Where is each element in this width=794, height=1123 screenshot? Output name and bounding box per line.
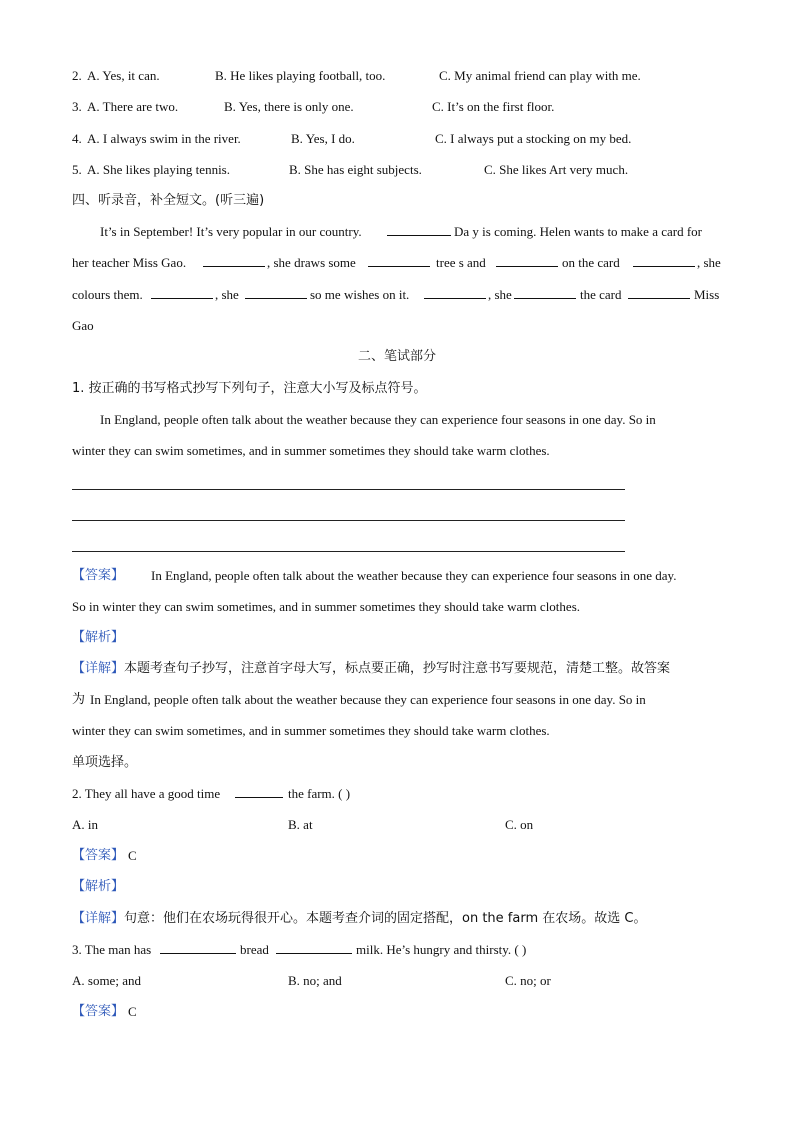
question-number: 5. xyxy=(72,162,82,177)
cloze-text: Miss xyxy=(694,287,720,302)
option-c: C. It’s on the first floor. xyxy=(432,99,555,114)
option-a: A. Yes, it can. xyxy=(87,68,160,83)
answer-text: In England, people often talk about the weather because they can experience four seasons in one day. xyxy=(151,568,677,583)
option-b: B. He likes playing football, too. xyxy=(215,68,386,83)
question-text: 2. They all have a good time xyxy=(72,786,221,801)
question-number: 4. xyxy=(72,131,82,146)
detail-text: 为 xyxy=(72,692,86,707)
blank-line[interactable] xyxy=(151,286,213,299)
question-text: milk. He’s hungry and thirsty. ( ) xyxy=(356,942,527,957)
blank-line[interactable] xyxy=(496,254,558,267)
blank-line[interactable] xyxy=(203,254,265,267)
cloze-text: colours them. xyxy=(72,287,143,302)
answer-label: 【答案】 xyxy=(72,568,125,583)
blank-line[interactable] xyxy=(628,286,690,299)
option-c[interactable]: C. on xyxy=(505,817,534,832)
cloze-text: the card xyxy=(580,287,622,302)
option-b: B. Yes, I do. xyxy=(291,131,355,146)
option-c: C. My animal friend can play with me. xyxy=(439,68,641,83)
cloze-text: , she draws some xyxy=(267,255,356,270)
option-b: B. Yes, there is only one. xyxy=(224,99,354,114)
answer-text: C xyxy=(128,1004,137,1019)
cloze-text: tree s and xyxy=(436,255,486,270)
analysis-label: 【解析】 xyxy=(72,630,125,645)
blank-line[interactable] xyxy=(387,223,451,236)
option-c: C. She likes Art very much. xyxy=(484,162,629,177)
option-b[interactable]: B. at xyxy=(288,817,313,832)
cloze-text: , she xyxy=(697,255,721,270)
blank-line[interactable] xyxy=(368,254,430,267)
section-title: 二、笔试部分 xyxy=(357,349,436,364)
cloze-text: , she xyxy=(215,287,239,302)
blank-line[interactable] xyxy=(514,286,576,299)
question-text: the farm. ( ) xyxy=(288,786,351,801)
blank-line[interactable] xyxy=(160,941,236,954)
q1-text: In England, people often talk about the weather because they can experience four seasons in one day. So in xyxy=(100,412,656,427)
blank-line[interactable] xyxy=(276,941,352,954)
cloze-text: It’s in September! It’s very popular in our country. xyxy=(100,224,362,239)
section-heading: 四、听录音，补全短文。(听三遍) xyxy=(72,193,265,208)
cloze-text: Da y is coming. Helen wants to make a card for xyxy=(454,224,703,239)
detail-text: 句意：他们在农场玩得很开心。本题考查介词的固定搭配，on the farm 在农场。故选 C。 xyxy=(124,911,647,926)
blank-line[interactable] xyxy=(424,286,486,299)
question-number: 2. xyxy=(72,68,82,83)
cloze-text: on the card xyxy=(562,255,620,270)
analysis-label: 【解析】 xyxy=(72,879,125,894)
option-a: A. She likes playing tennis. xyxy=(87,162,230,177)
option-a[interactable]: A. some; and xyxy=(72,973,141,988)
option-a: A. I always swim in the river. xyxy=(87,131,241,146)
detail-text: 本题考查句子抄写，注意首字母大写，标点要正确，抄写时注意书写要规范，清楚工整。故答案 xyxy=(124,661,671,676)
answer-text: C xyxy=(128,848,137,863)
q1-text: winter they can swim sometimes, and in summer sometimes they should take warm clothes. xyxy=(72,443,550,458)
writing-line[interactable] xyxy=(72,489,625,490)
cloze-text: so me wishes on it. xyxy=(310,287,410,302)
question-text: 3. The man has xyxy=(72,942,152,957)
cloze-text: , she xyxy=(488,287,512,302)
blank-line[interactable] xyxy=(235,785,283,798)
detail-text: winter they can swim sometimes, and in summer sometimes they should take warm clothes. xyxy=(72,723,550,738)
mc-heading: 单项选择。 xyxy=(72,755,138,770)
blank-line[interactable] xyxy=(633,254,695,267)
option-c[interactable]: C. no; or xyxy=(505,973,551,988)
writing-line[interactable] xyxy=(72,520,625,521)
detail-text: In England, people often talk about the weather because they can experience four seasons in one day. So in xyxy=(90,692,646,707)
question-number: 3. xyxy=(72,99,82,114)
cloze-line: Gao xyxy=(72,318,94,333)
answer-text: So in winter they can swim sometimes, and in summer sometimes they should take warm clothes. xyxy=(72,599,580,614)
option-a: A. There are two. xyxy=(87,99,179,114)
option-b[interactable]: B. no; and xyxy=(288,973,342,988)
writing-line[interactable] xyxy=(72,551,625,552)
cloze-text: her teacher Miss Gao. xyxy=(72,255,187,270)
detail-label: 【详解】 xyxy=(72,911,125,926)
option-c: C. I always put a stocking on my bed. xyxy=(435,131,632,146)
answer-label: 【答案】 xyxy=(72,1004,125,1019)
detail-label: 【详解】 xyxy=(72,661,125,676)
option-b: B. She has eight subjects. xyxy=(289,162,422,177)
blank-line[interactable] xyxy=(245,286,307,299)
answer-label: 【答案】 xyxy=(72,848,125,863)
question-text: bread xyxy=(240,942,269,957)
option-a[interactable]: A. in xyxy=(72,817,98,832)
q1-instruction: 1. 按正确的书写格式抄写下列句子，注意大小写及标点符号。 xyxy=(72,381,427,396)
